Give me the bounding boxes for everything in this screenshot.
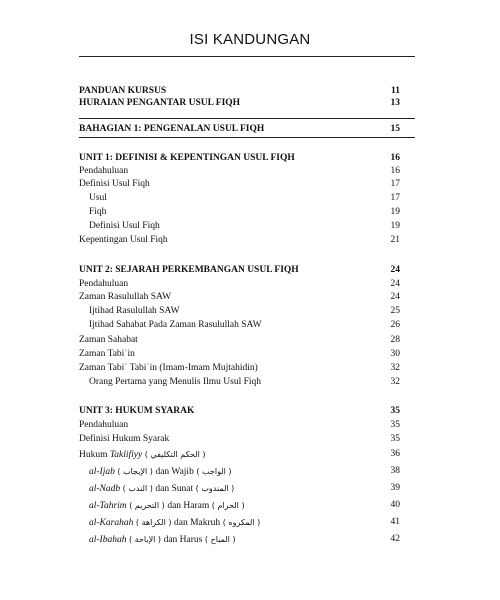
- toc-subentry: Usul 17: [89, 193, 400, 203]
- toc-entry: Definisi Usul Fiqh 17: [79, 179, 400, 189]
- toc-unit-heading: UNIT 3: HUKUM SYARAK 35: [79, 406, 400, 416]
- toc-entry: Hukum Taklifiyy ( الحكم التكليفي ) 36: [79, 449, 400, 460]
- toc-subentry: Orang Pertama yang Menulis Ilmu Usul Fiqh 32: [89, 377, 400, 387]
- toc-entry: Pendahuluan 16: [79, 166, 400, 176]
- section-rule: [79, 118, 415, 119]
- toc-entry: Pendahuluan 35: [79, 420, 400, 430]
- toc-entry: Pendahuluan 24: [79, 279, 400, 289]
- toc-entry: Zaman Tabiʿin 30: [79, 349, 400, 359]
- toc-subentry: Ijtihad Rasulullah SAW 25: [89, 306, 400, 316]
- toc-subentry: Definisi Usul Fiqh 19: [89, 221, 400, 231]
- section-rule: [79, 137, 415, 138]
- toc-entry: Zaman Tabiʿ Tabiʿin (Imam-Imam Mujtahidin) 32: [79, 363, 400, 373]
- toc-entry: Zaman Rasulullah SAW 24: [79, 292, 400, 302]
- toc-entry: PANDUAN KURSUS 11: [79, 86, 400, 96]
- toc-entry: HURAIAN PENGANTAR USUL FIQH 13: [79, 98, 400, 108]
- toc-unit-heading: UNIT 1: DEFINISI & KEPENTINGAN USUL FIQH 16: [79, 153, 400, 163]
- toc-subentry: al-Karahah ( الكراهة ) dan Makruh ( المكروه ) 41: [89, 517, 400, 528]
- toc-entry: Definisi Hukum Syarak 35: [79, 434, 400, 444]
- toc-subentry: al-Tahrim ( التحريم ) dan Haram ( الحرام ) 40: [89, 500, 400, 511]
- toc-subentry: al-Ibahah ( الإباحة ) dan Harus ( المباح ) 42: [89, 534, 400, 545]
- toc-subentry: Ijtihad Sahabat Pada Zaman Rasulullah SAW 26: [89, 320, 400, 330]
- toc-entry: Zaman Sahabat 28: [79, 335, 400, 345]
- toc-unit-heading: UNIT 2: SEJARAH PERKEMBANGAN USUL FIQH 24: [79, 265, 400, 275]
- toc-subentry: Fiqh 19: [89, 207, 400, 217]
- toc-subentry: al-Nadb ( الندب ) dan Sunat ( المندوب ) 39: [89, 483, 400, 494]
- toc-entry: Kepentingan Usul Fiqh 21: [79, 235, 400, 245]
- toc-subentry: al-Ijab ( الإيجاب ) dan Wajib ( الواجب ) 38: [89, 466, 400, 477]
- page-title: ISI KANDUNGAN: [189, 31, 311, 48]
- toc-section-heading: BAHAGIAN 1: PENGENALAN USUL FIQH 15: [79, 124, 400, 134]
